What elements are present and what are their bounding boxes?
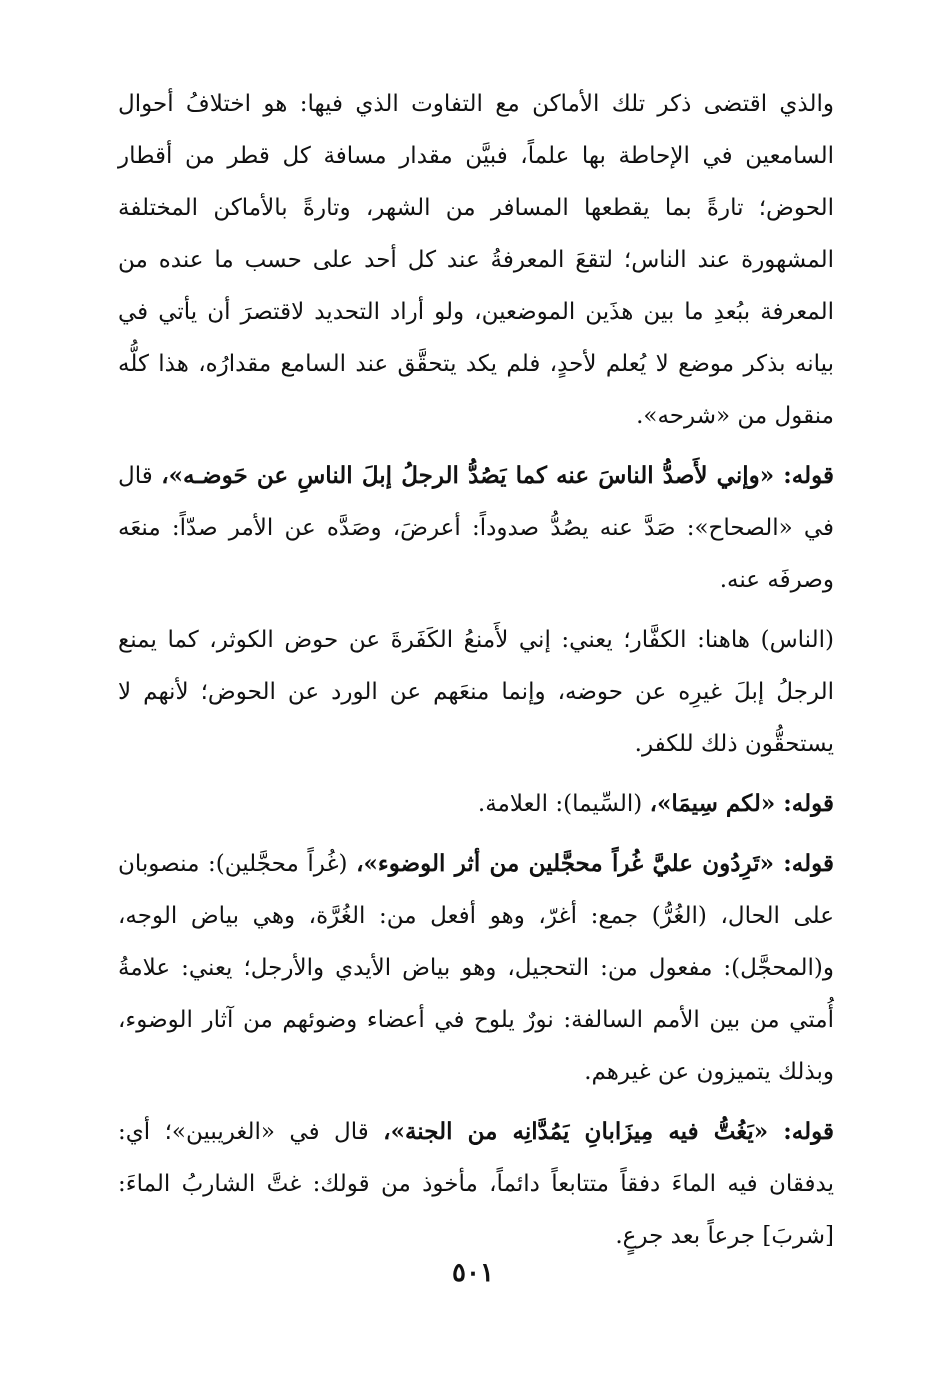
paragraph-text: قال في «الغريبين»؛ أي: يدفقان فيه الماءَ دفقاً متتابعاً دائماً، مأخوذ من قولك: غتَّ الشاربُ الماءَ: [شربَ] جرعاً بعد جرعٍ. [118, 1119, 834, 1249]
paragraph-text: قال في «الصحاح»: صَدَّ عنه يصُدُّ صدوداً: أعرضَ، وصَدَّه عن الأمر صدّاً: منعَه وصرفَه عنه. [118, 463, 834, 593]
paragraph [118, 1106, 834, 1262]
paragraph-lead: قوله: «لكم سِيمَا»، [649, 790, 834, 817]
paragraph [118, 778, 834, 830]
paragraph-lead: قوله: «وإني لأَصدُّ الناسَ عنه كما يَصُدُّ الرجلُ إبلَ الناسِ عن حَوضـه»، [161, 462, 834, 489]
page-number: ٥٠١ [452, 1258, 494, 1288]
paragraph [118, 450, 834, 606]
paragraph [118, 78, 834, 442]
paragraph-lead: قوله: «يَغُتُّ فيه مِيزَابانِ يَمُدَّانِه من الجنة»، [383, 1118, 834, 1145]
paragraph-text: والذي اقتضى ذكر تلك الأماكن مع التفاوت الذي فيها: هو اختلافُ أحوال السامعين في الإحاطة بها علماً، فبيَّن مقدار مسافة كل قطر من أقطار الحوض؛ تارةً بما يقطعها المسافر من الشهر، وتارةً بالأماكن المختلفة المشهورة عند الناس؛ لتقعَ المعرفةُ عند كل أحد على حسب ما عنده من المعرفة ببُعدِ ما بين هذَين الموضعين، ولو أراد التحديد لاقتصرَ أن يأتي في بيانه بذكر موضع لا يُعلم لأحدٍ، فلم يكد يتحقَّق عند السامع مقدارُه، هذا كلُّه منقول من «شرحه». [118, 91, 834, 429]
paragraph-lead: قوله: «تَرِدُون عليَّ غُراً محجَّلين من أثر الوضوء»، [356, 850, 834, 877]
paragraph-text: (الناس) هاهنا: الكفَّار؛ يعني: إني لأَمنعُ الكَفَرةَ عن حوض الكوثر، كما يمنع الرجلُ إبلَ غيرِه عن حوضه، وإنما منعَهم عن الورد عن الحوض؛ لأنهم لا يستحقُّون ذلك للكفر. [118, 627, 834, 757]
paragraph-text: (غُراً محجَّلين): منصوبان على الحال، (الغُرُّ) جمع: أغرّ، وهو أفعل من: الغُرَّة، وهي بياض الوجه، و(المحجَّل): مفعول من: التحجيل، وهو بياض الأيدي والأرجل؛ يعني: علامةُ أُمتي من بين الأمم السالفة: نورٌ يلوح في أعضاء وضوئهم من آثار الوضوء، وبذلك يتميزون عن غيرهم. [118, 851, 834, 1085]
page-body [118, 78, 834, 1262]
paragraph-text: (السِّيما): العلامة. [477, 791, 650, 817]
paragraph [118, 838, 834, 1098]
paragraph [118, 614, 834, 770]
